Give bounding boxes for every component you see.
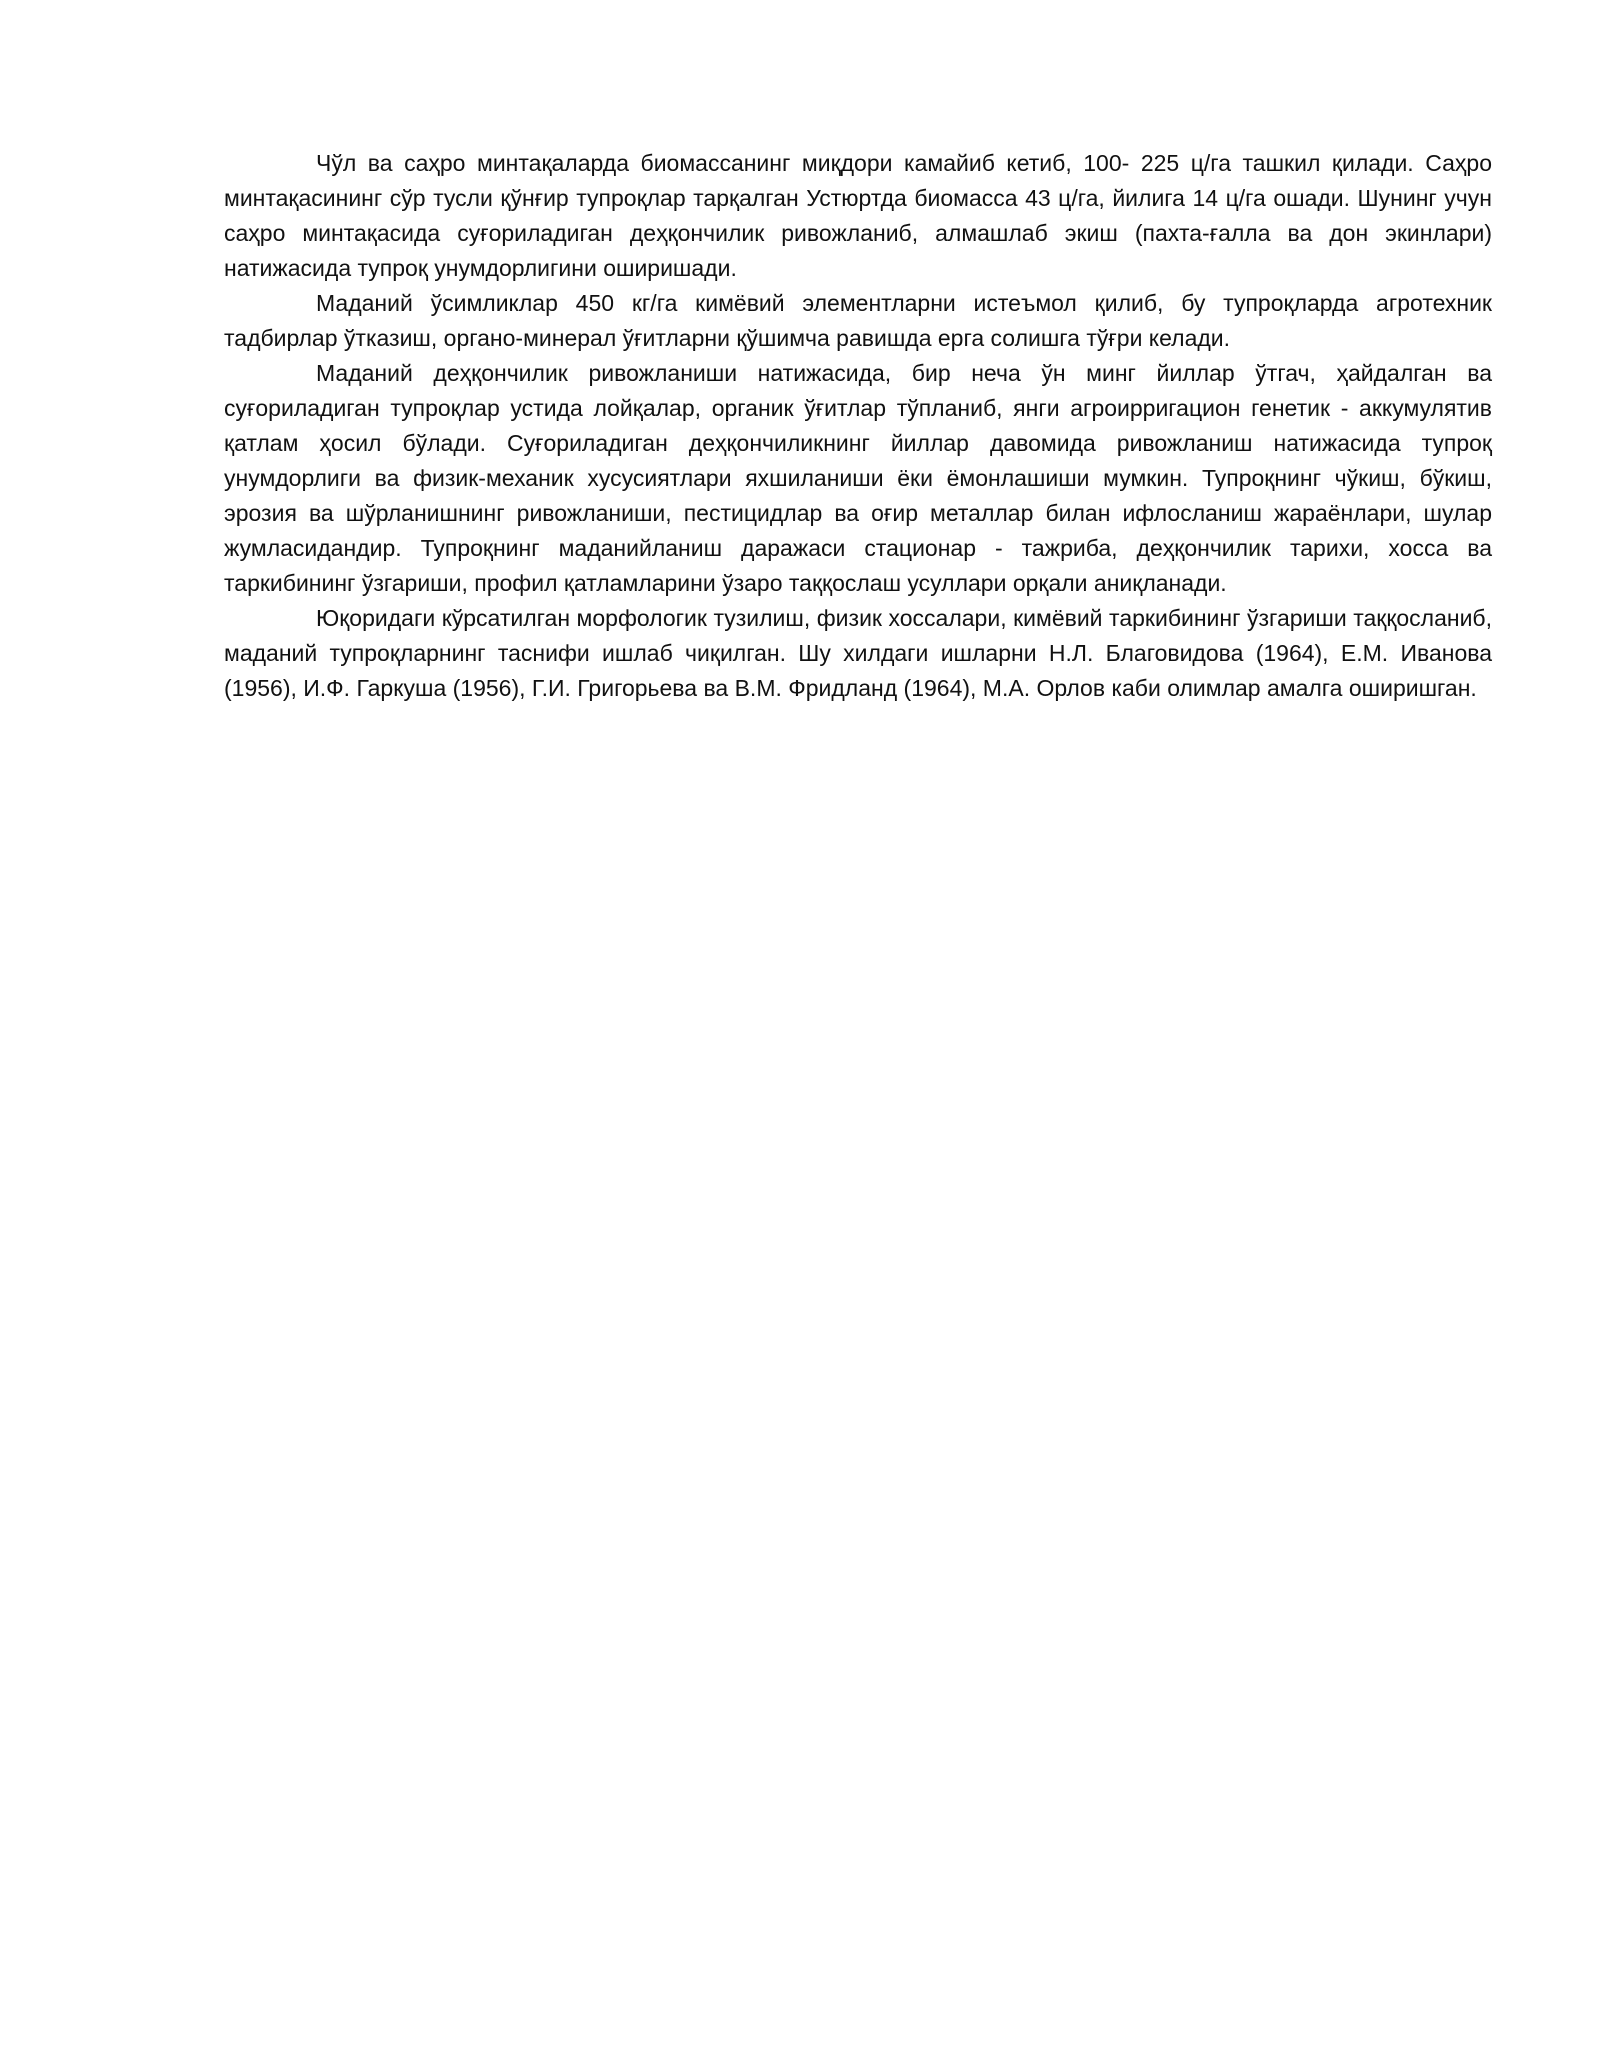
body-text [224, 146, 1492, 706]
paragraph-3: Маданий деҳқончилик ривожланиши натижасида, бир неча ўн минг йиллар ўтгач, ҳайдалган ва суғориладиган тупроқлар устида лойқалар, органик ўғитлар тўпланиб, янги агроирригацион генетик - аккумулятив қатлам ҳосил бўлади. Суғориладиган деҳқончиликнинг йиллар давомида ривожланиш натижасида тупроқ унумдорлиги ва физик-механик хусусиятлари яхшиланиши ёки ёмонлашиши мумкин. Тупроқнинг чўкиш, бўкиш, эрозия ва шўрланишнинг ривожланиши, пестицидлар ва оғир металлар билан ифлосланиш жараёнлари, шулар жумласидандир. Тупроқнинг маданийланиш даражаси стационар - тажриба, деҳқончилик тарихи, хосса ва таркибининг ўзгариши, профил қатламларини ўзаро таққослаш усуллари орқали аниқланади. [224, 360, 1492, 596]
paragraph-4: Юқоридаги кўрсатилган морфологик тузилиш, физик хоссалари, кимёвий таркибининг ўзгариши таққосланиб, маданий тупроқларнинг таснифи ишлаб чиқилган. Шу хилдаги ишларни Н.Л. Благовидова (1964), Е.М. Иванова (1956), И.Ф. Гаркуша (1956), Г.И. Григорьева ва В.М. Фридланд (1964), М.А. Орлов каби олимлар амалга оширишган. [224, 605, 1492, 701]
paragraph-1: Чўл ва саҳро минтақаларда биомассанинг миқдори камайиб кетиб, 100- 225 ц/га ташкил қилади. Саҳро минтақасининг сўр тусли қўнғир тупроқлар тарқалган Устюртда биомасса 43 ц/га, йилига 14 ц/га ошади. Шунинг учун саҳро минтақасида суғориладиган деҳқончилик ривожланиб, алмашлаб экиш (пахта-ғалла ва дон экинлари) натижасида тупроқ унумдорлигини оширишади. [224, 150, 1492, 281]
paragraph-2: Маданий ўсимликлар 450 кг/га кимёвий элементларни истеъмол қилиб, бу тупроқларда агротехник тадбирлар ўтказиш, органо-минерал ўғитларни қўшимча равишда ерга солишга тўғри келади. [224, 290, 1492, 351]
